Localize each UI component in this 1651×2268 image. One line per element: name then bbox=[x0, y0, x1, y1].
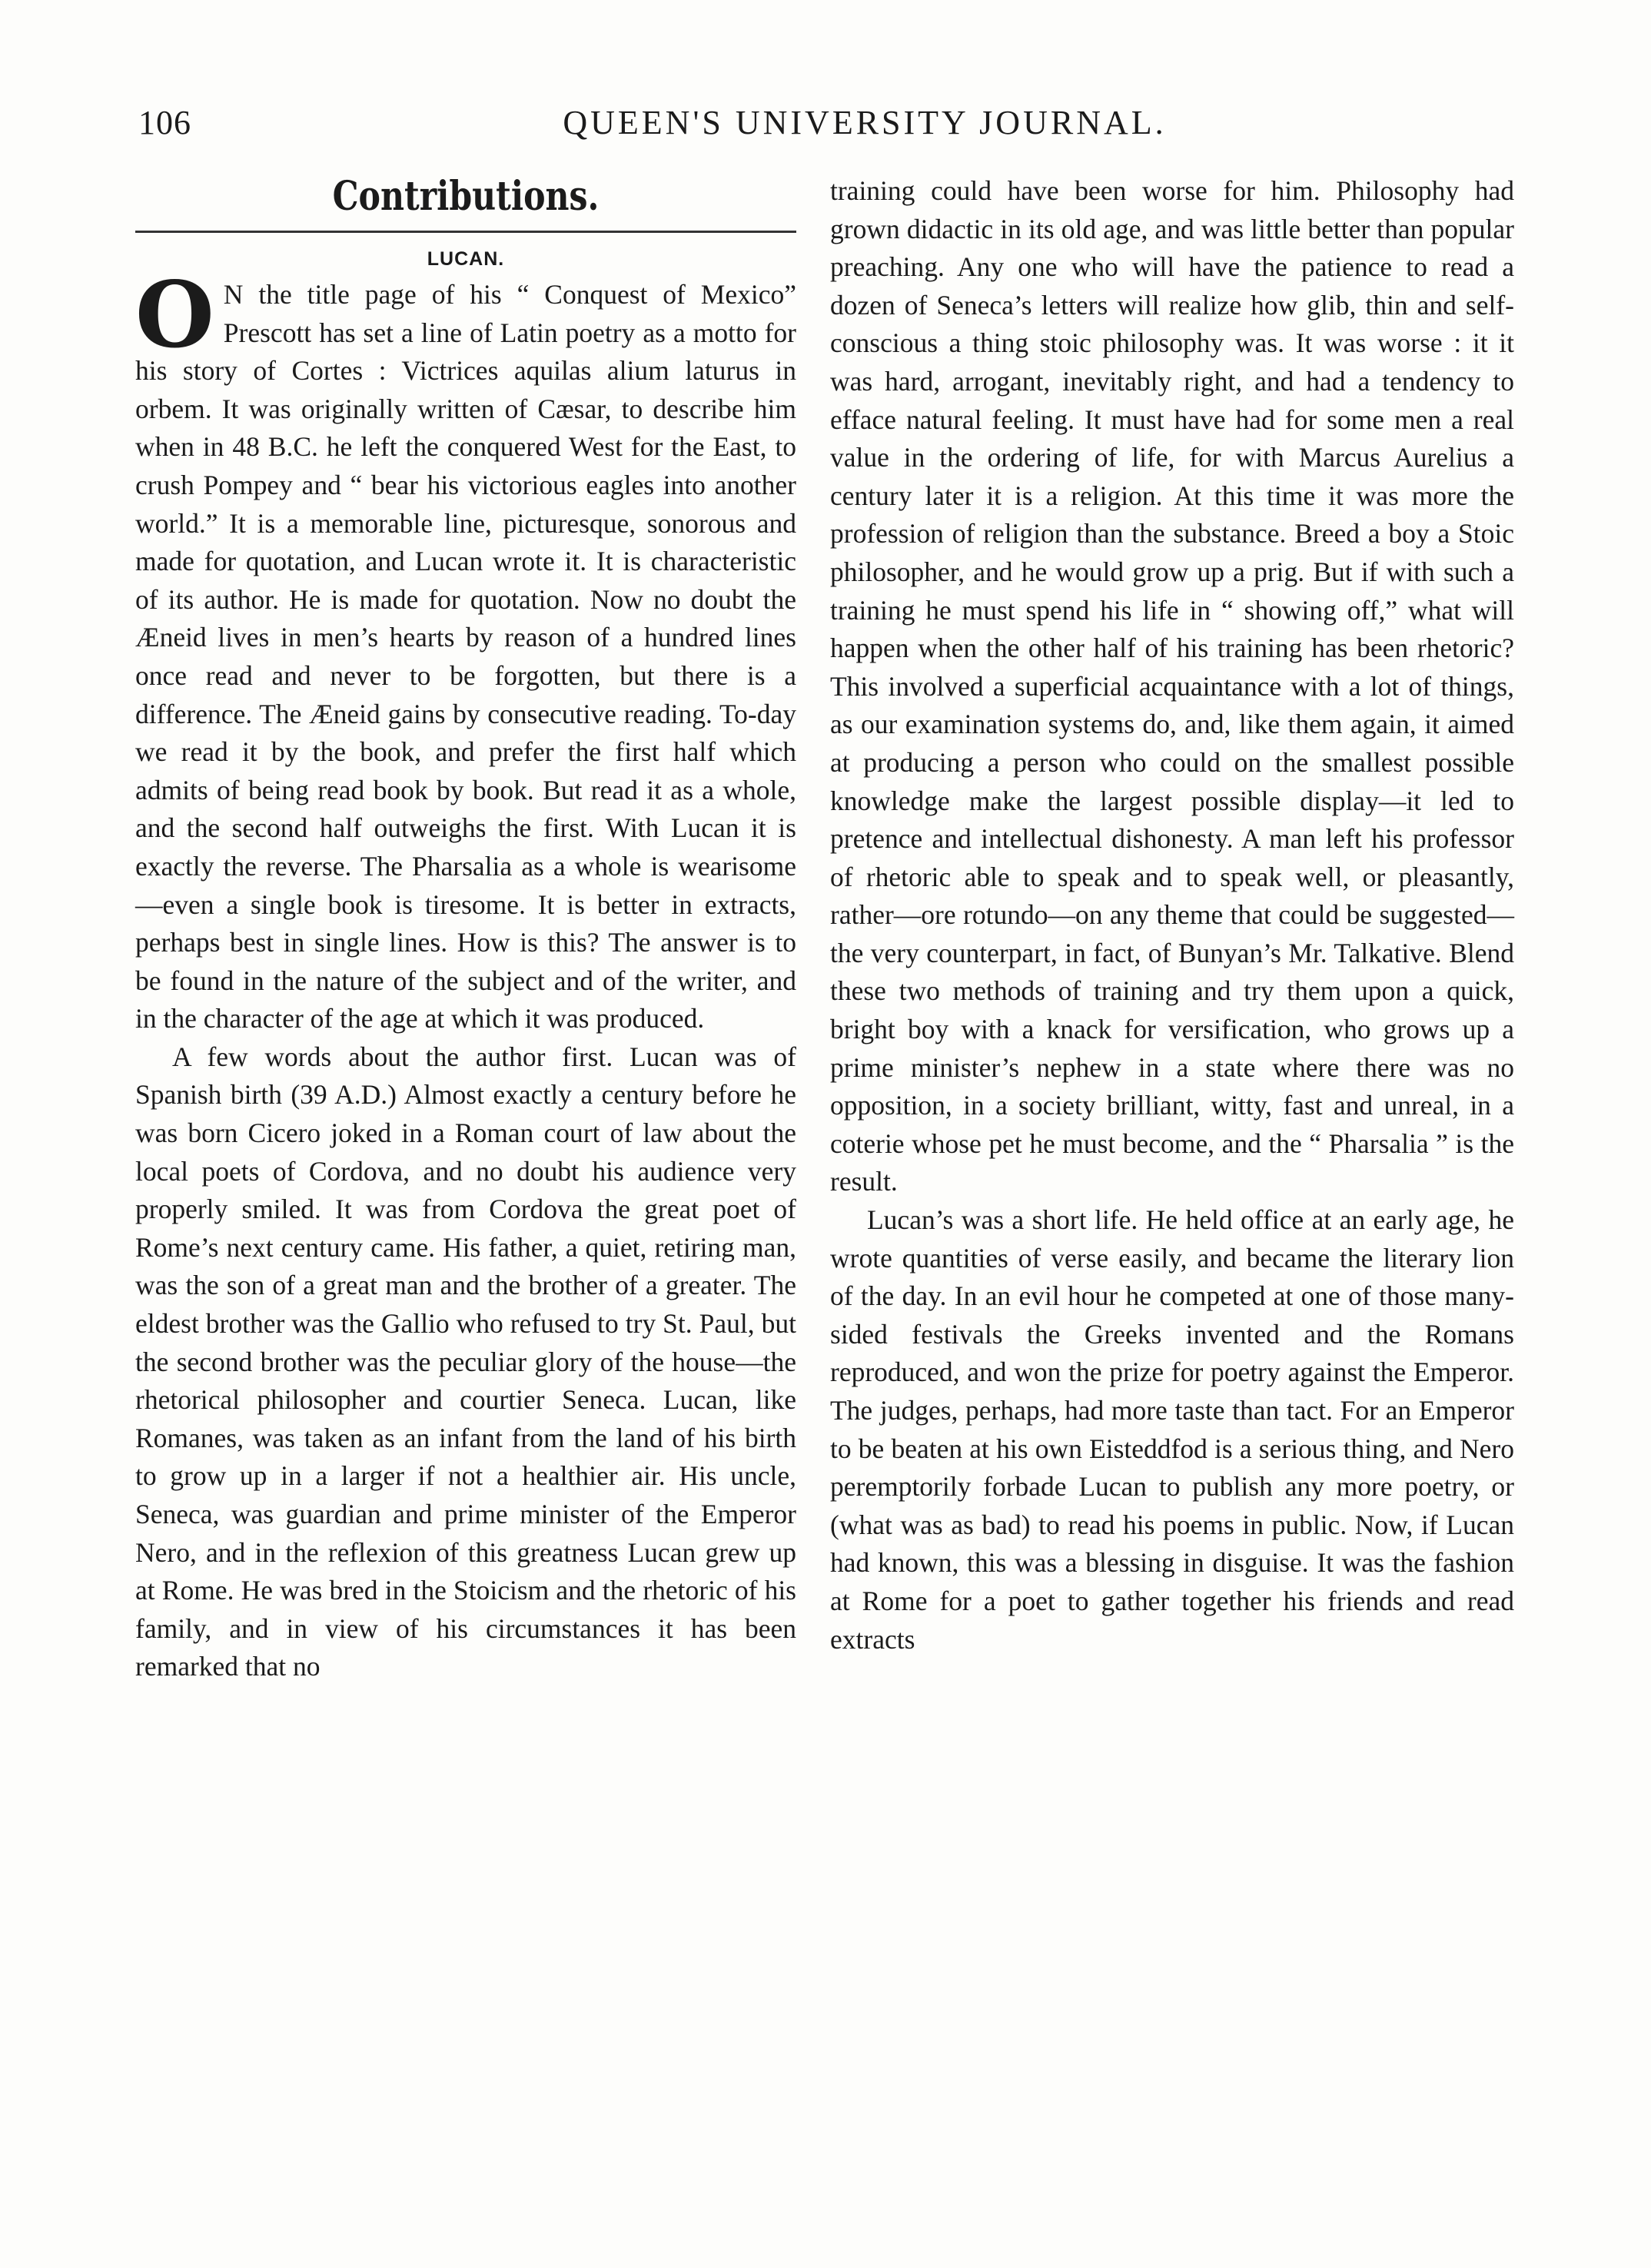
paragraph: Lucan’s was a short life. He held office at an early age, he wrote quantities of verse easily, and became the literary lion of the day. In an evil hour he competed at one of those many-sided festivals the Greeks invented and the Romans reproduced, and won the prize for poetry against the Emperor. The judges, perhaps, had more taste than tact. For an Emperor to be beaten at his own Eisteddfod is a serious thing, and Nero peremptorily forbade Lucan to publish any more poetry, or (what was as bad) to read his poems in public. Now, if Lucan had known, this was a blessing in disguise. It was the fashion at Rome for a poet to gather together his friends and read extracts bbox=[830, 1204, 1514, 1655]
right-column bbox=[830, 172, 1514, 1659]
journal-title: QUEEN'S UNIVERSITY JOURNAL. bbox=[563, 104, 1167, 141]
paragraph bbox=[135, 261, 796, 1038]
heading-rule bbox=[135, 231, 796, 233]
article-title: LUCAN. bbox=[427, 248, 505, 270]
left-column bbox=[135, 172, 796, 1686]
paragraph-text: N the title page of his “ Conquest of Mexico” Prescott has set a line of Latin poetry as a motto for his story of Cortes : Victrices aquilas alium laturus in orbem. It was originally written of Cæsar, to describe him when in 48 B.C. he left the conquered West for the East, to crush Pompey and “ bear his victorious eagles into another world.” It is a memorable line, picturesque, sonorous and made for quotation, and Lucan wrote it. It is characteristic of its author. He is made for quotation. Now no doubt the Æneid lives in men’s hearts by reason of a hundred lines once read and never to be forgotten, but there is a difference. The Æneid gains by consecutive reading. To-day we read it by the book, and prefer the first half which admits of being read book by book. But read it as a whole, and the second half outweighs the first. With Lucan it is exactly the reverse. The Pharsalia as a whole is wearisome—even a single book is tiresome. It is better in extracts, perhaps best in single lines. How is this? The answer is to be found in the nature of the subject and of the writer, and in the character of the age at which it was produced. bbox=[135, 279, 796, 1034]
paragraph: training could have been worse for him. Philosophy had grown didactic in its old age, and was little better than popular preaching. Any one who will have the patience to read a dozen of Seneca’s letters will realize how glib, thin and self-conscious a thing stoic philosophy was. It was worse : it it was hard, arrogant, inevitably right, and had a tendency to efface natural feeling. It must have had for some men a real value in the ordering of life, for with Marcus Aurelius a century later it is a religion. At this time it was more the profession of religion than the substance. Breed a boy a Stoic philosopher, and he would grow up a prig. But if with such a training he must spend his life in “ showing off,” what will happen when the other half of his training has been rhetoric? This involved a superficial acquaintance with a lot of things, as our examination systems do, and, like them again, it aimed at producing a person who could on the smallest possible knowledge make the largest possible display—it led to pretence and intellectual dishonesty. A man left his professor of rhetoric able to speak and to speak well, or pleasantly, rather—ore rotundo—on any theme that could be suggested—the very counterpart, in fact, of Bunyan’s Mr. Talkative. Blend these two methods of training and try them upon a quick, bright boy with a knack for versification, who grows up a prime minister’s nephew in a state where there was no opposition, in a society brilliant, witty, fast and unreal, in a coterie whose pet he must become, and the “ Pharsalia ” is the result. bbox=[830, 175, 1514, 1197]
page-number: 106 bbox=[138, 104, 191, 141]
running-head bbox=[138, 103, 1591, 157]
drop-cap: O bbox=[135, 261, 214, 368]
paragraph: A few words about the author first. Lucan was of Spanish birth (39 A.D.) Almost exactly a century before he was born Cicero joked in a Roman court of law about the local poets of Cordova, and no doubt his audience very properly smiled. It was from Cordova the great poet of Rome’s next century came. His father, a quiet, retiring man, was the son of a great man and the brother of a greater. The eldest brother was the Gallio who refused to try St. Paul, but the second brother was the peculiar glory of the house—the rhetorical philosopher and courtier Seneca. Lucan, like Romanes, was taken as an infant from the land of his birth to grow up in a larger if not a healthier air. His uncle, Seneca, was guardian and prime minister of the Emperor Nero, and in the reflexion of this greatness Lucan grew up at Rome. He was bred in the Stoicism and the rhetoric of his family, and in view of his circumstances it has been remarked that no bbox=[135, 1041, 796, 1682]
section-heading: Contributions. bbox=[332, 173, 600, 220]
